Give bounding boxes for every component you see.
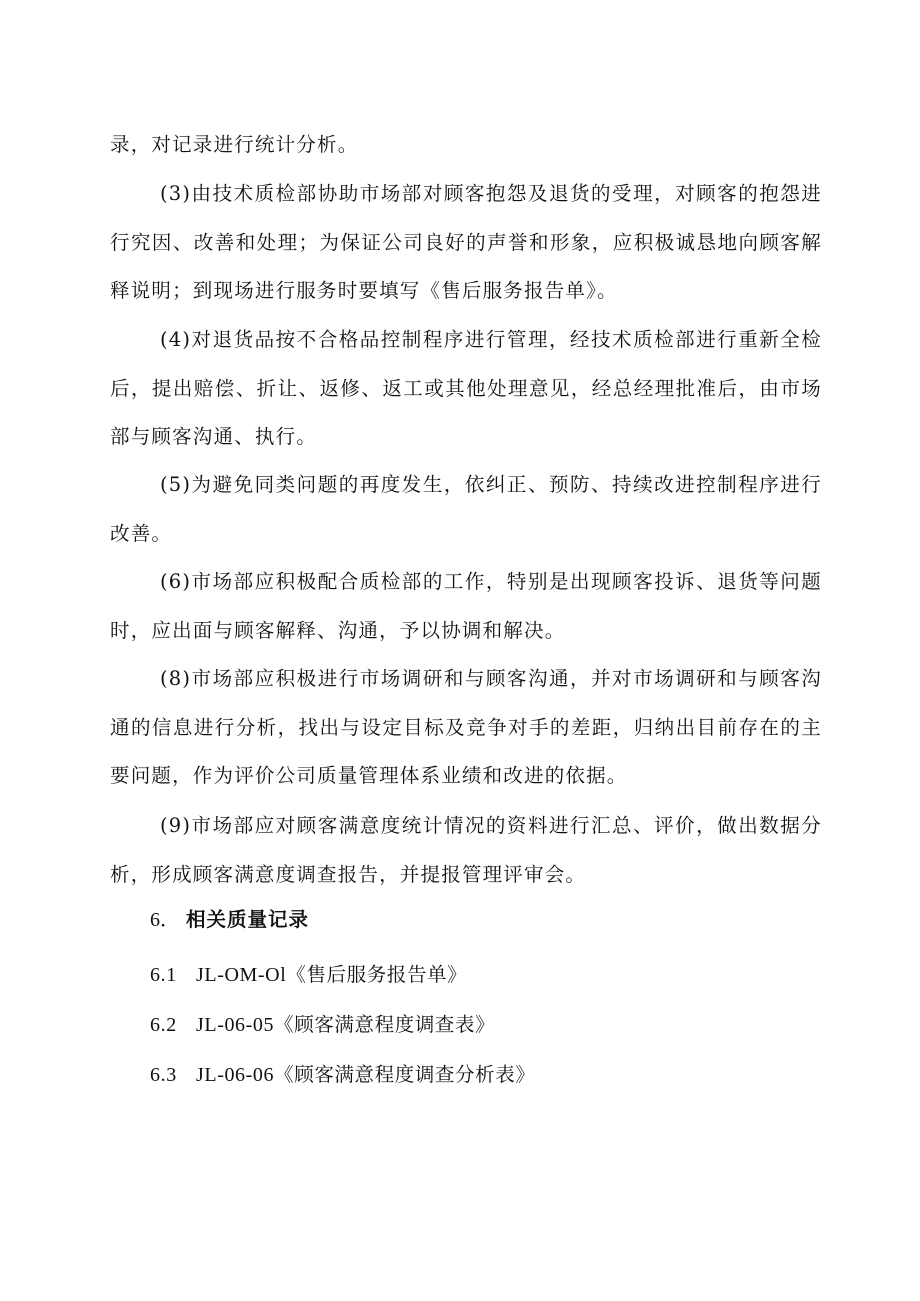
- record-code: JL-06-05: [196, 1014, 275, 1036]
- record-number: 6.2: [150, 1014, 177, 1036]
- section-title: 相关质量记录: [186, 908, 310, 931]
- paragraph-item-4: (4)对退货品按不合格品控制程序进行管理，经技术质检部进行重新全检后，提出赔偿、折让、返修、返工或其他处理意见，经总经理批准后，由市场部与顾客沟通、执行。: [110, 328, 822, 448]
- record-name: 《售后服务报告单》: [286, 963, 468, 986]
- paragraph-item-5: (5)为避免同类问题的再度发生，依纠正、预防、持续改进控制程序进行改善。: [110, 473, 822, 545]
- record-number: 6.1: [150, 964, 177, 986]
- record-name: 《顾客满意程度调查分析表》: [274, 1063, 536, 1086]
- record-item: [150, 1010, 495, 1040]
- record-code: JL-06-06: [196, 1064, 275, 1086]
- record-code: JL-OM-Ol: [196, 964, 287, 986]
- section-number: 6．: [150, 909, 180, 931]
- paragraph-item-9: (9)市场部应对顾客满意度统计情况的资料进行汇总、评价，做出数据分析，形成顾客满意度调查报告，并提报管理评审会。: [110, 814, 822, 886]
- paragraph-item-3: (3)由技术质检部协助市场部对顾客抱怨及退货的受理，对顾客的抱怨进行究因、改善和处理；为保证公司良好的声誉和形象，应积极诚恳地向顾客解释说明；到现场进行服务时要填写《售后服务报告单》。: [110, 182, 822, 302]
- record-item: [150, 1060, 535, 1090]
- paragraph-continuation: 录，对记录进行统计分析。: [110, 133, 359, 156]
- paragraph-item-6: (6)市场部应积极配合质检部的工作，特别是出现顾客投诉、退货等问题时，应出面与顾客解释、沟通，予以协调和解决。: [110, 570, 822, 642]
- record-name: 《顾客满意程度调查表》: [274, 1013, 496, 1036]
- record-item: [150, 960, 467, 990]
- section-heading: [150, 905, 309, 935]
- record-number: 6.3: [150, 1064, 177, 1086]
- paragraph-item-8: (8)市场部应积极进行市场调研和与顾客沟通，并对市场调研和与顾客沟通的信息进行分析，找出与设定目标及竞争对手的差距，归纳出目前存在的主要问题，作为评价公司质量管理体系业绩和改进的依据。: [110, 667, 822, 787]
